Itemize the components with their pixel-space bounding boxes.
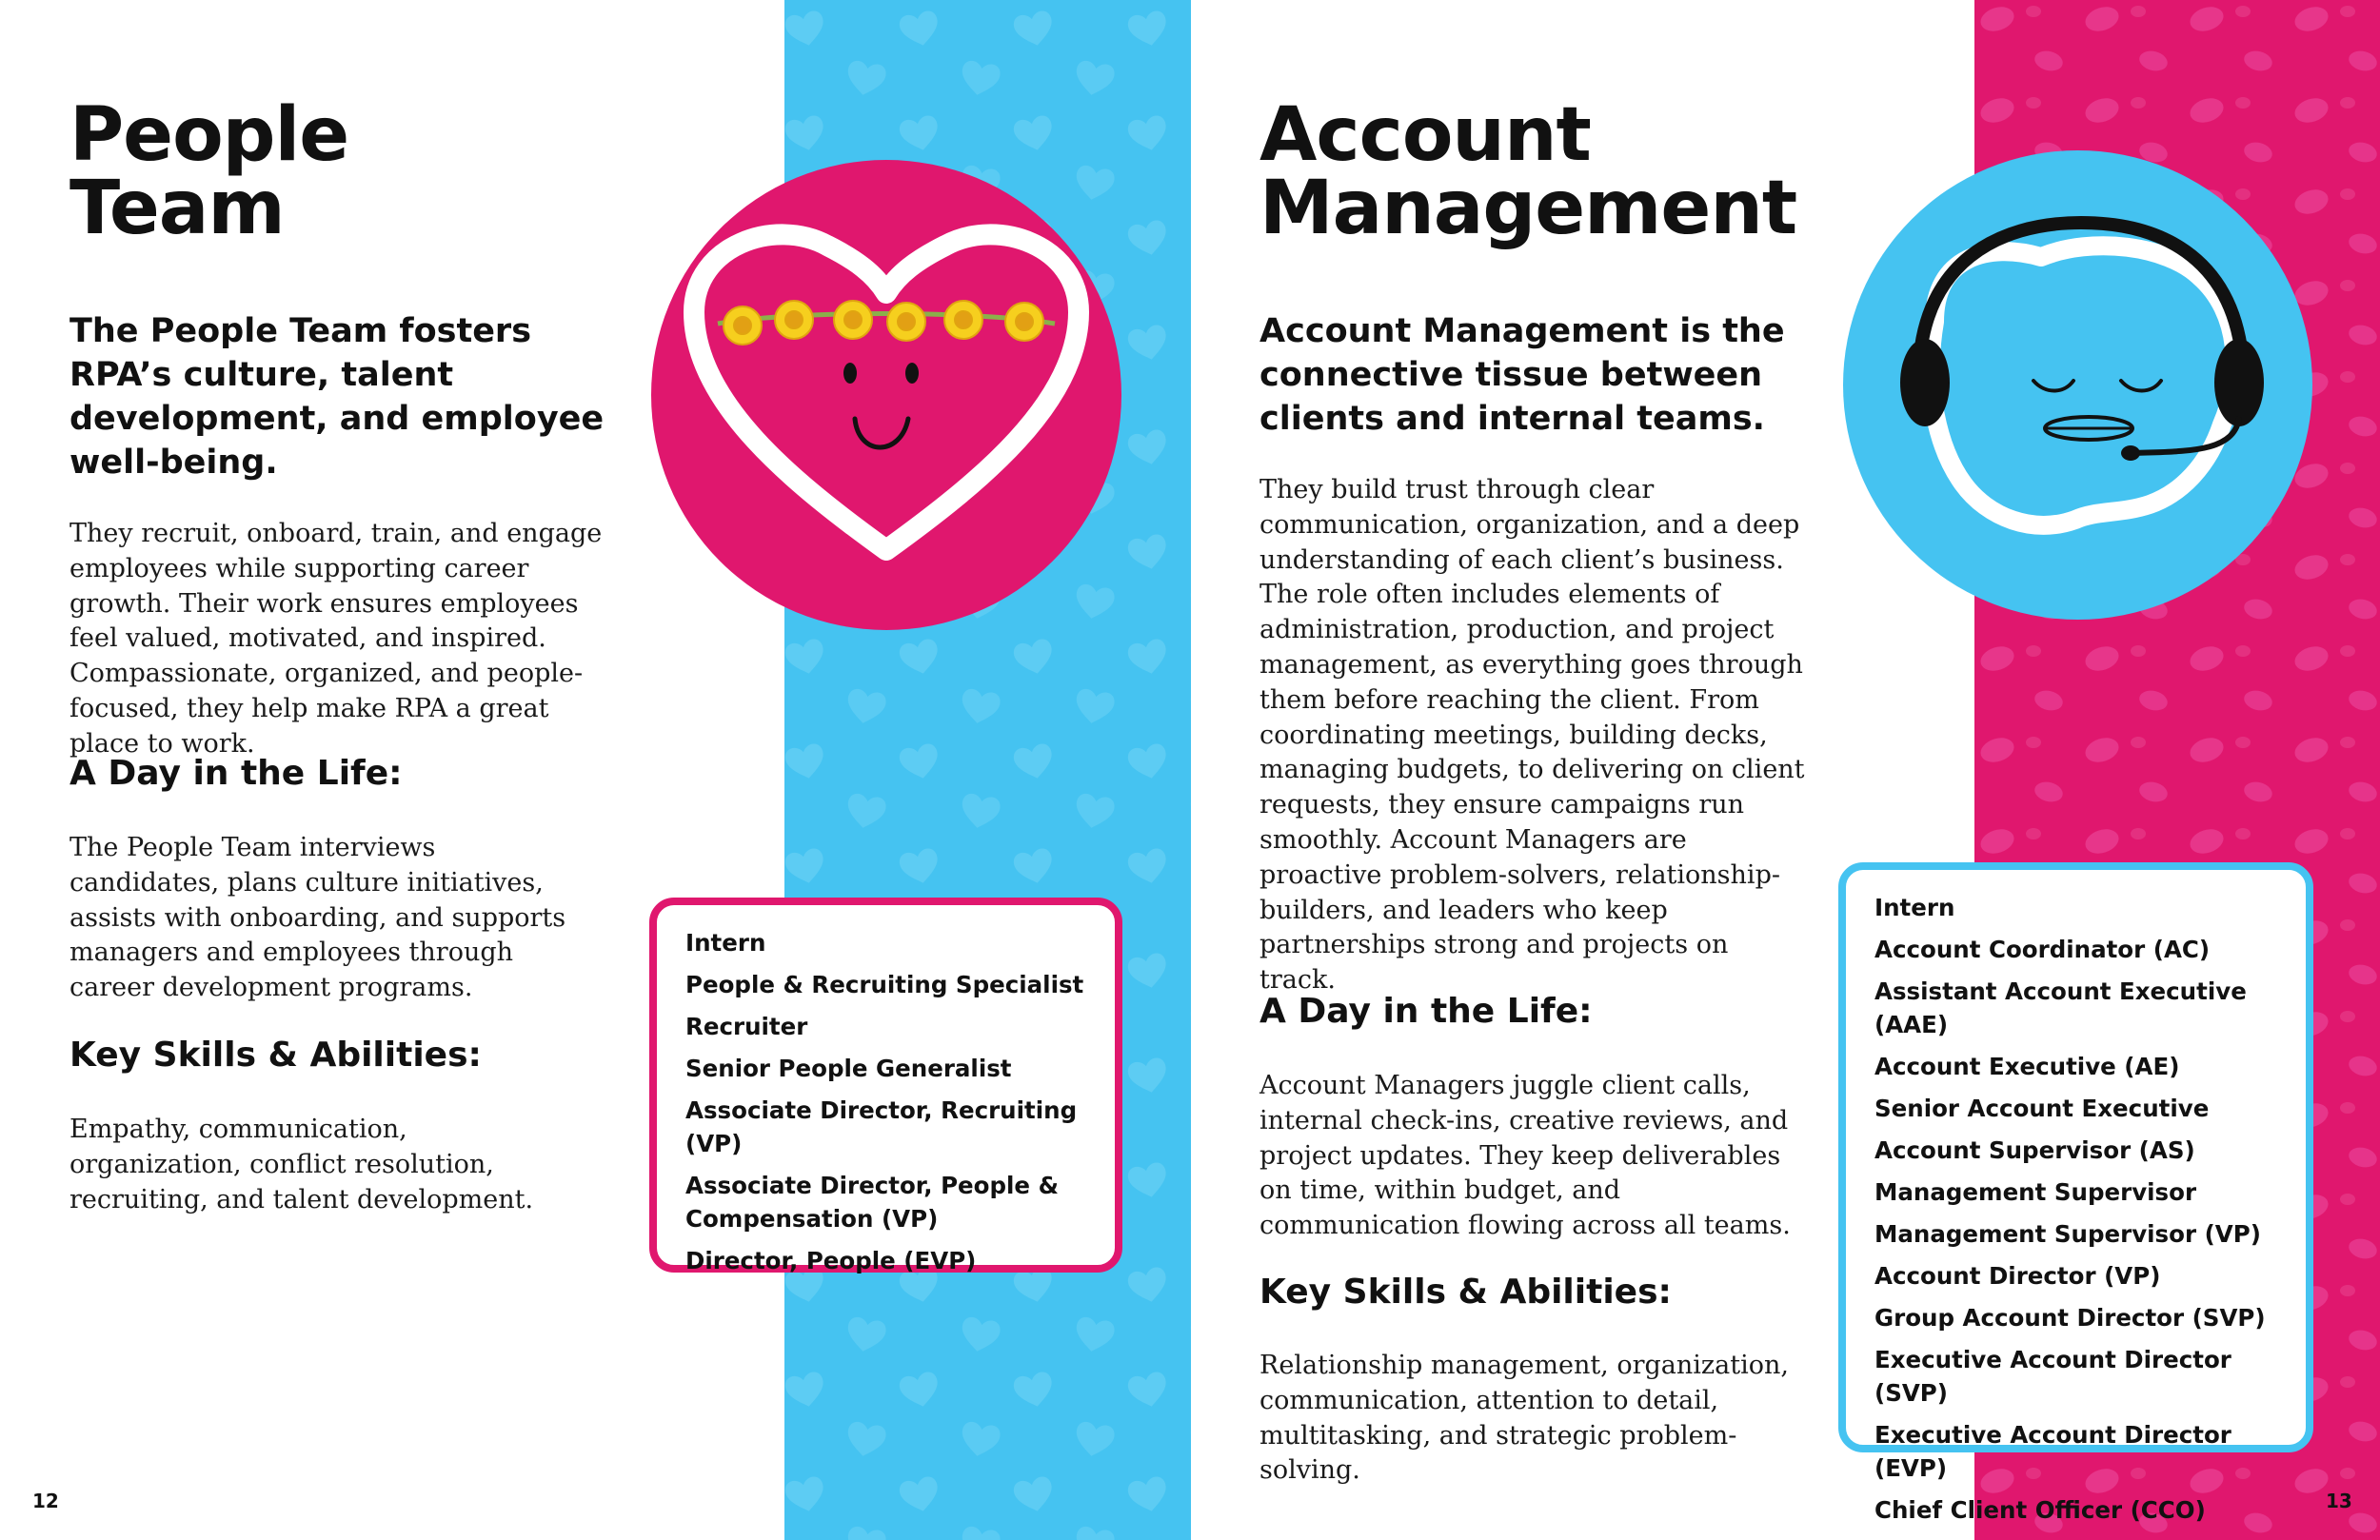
role-item: Intern [1874, 894, 1955, 921]
role-item: People & Recruiting Specialist [685, 971, 1084, 998]
intro-paragraph: They recruit, onboard, train, and engage employees while supporting career growth. Their work ensures employees feel valued, motivated, and inspired. Compassionate, organized, and people-focused, they help make RPA a great place to work. [69, 519, 603, 759]
illustration-circle [651, 160, 1121, 630]
role-item: Director, People (EVP) [685, 1247, 977, 1274]
title-line-2: Team [69, 166, 285, 251]
role-item: Management Supervisor (VP) [1874, 1220, 2261, 1248]
role-item: Chief Client Officer (CCO) [1874, 1496, 2206, 1524]
key-skills-heading: Key Skills & Abilities: [69, 1036, 482, 1075]
day-in-life-paragraph: The People Team interviews candidates, plans culture initiatives, assists with onboarding, and supports managers and employees through career development programs. [69, 833, 566, 1003]
role-item: Executive Account Director (EVP) [1874, 1421, 2231, 1482]
role-item: Account Director (VP) [1874, 1262, 2161, 1290]
career-path-list [685, 926, 1094, 1277]
lead-paragraph: The People Team fosters RPA’s culture, talent development, and employee well-being. [69, 312, 605, 482]
role-item: Assistant Account Executive (AAE) [1874, 977, 2247, 1038]
role-item: Account Executive (AE) [1874, 1053, 2180, 1080]
illustration-circle [1843, 150, 2312, 620]
role-item: Management Supervisor [1874, 1178, 2197, 1206]
key-skills-paragraph: Relationship management, organization, communication, attention to detail, multitasking, and strategic problem-solving. [1259, 1351, 1789, 1486]
day-in-life-heading: A Day in the Life: [1259, 992, 1593, 1031]
title-line-1: People [69, 92, 349, 178]
intro-paragraph: They build trust through clear communication, organization, and a deep understanding of each client’s business. The role often includes elements of administration, production, and project management, as everything goes through them before reaching the client. From coordinating meetings, building decks, managing budgets, to delivering on client requests, they ensure campaigns run smoothly. Account Managers are proactive problem-solvers, relationship-builders, and leaders who keep partnerships strong and projects on track. [1259, 475, 1805, 996]
role-item: Recruiter [685, 1013, 808, 1040]
headset-character-icon [1843, 150, 2312, 620]
career-path-list [1874, 891, 2287, 1527]
role-item: Account Coordinator (AC) [1874, 936, 2211, 963]
role-item: Senior People Generalist [685, 1055, 1012, 1082]
page-number: 13 [2326, 1490, 2352, 1512]
career-path-card [1838, 862, 2313, 1524]
day-in-life-heading: A Day in the Life: [69, 754, 403, 793]
title-line-2: Management [1259, 166, 1797, 251]
key-skills-paragraph: Empathy, communication, organization, conflict resolution, recruiting, and talent development. [69, 1115, 534, 1214]
title-line-1: Account [1259, 92, 1591, 178]
role-item: Account Supervisor (AS) [1874, 1136, 2195, 1164]
lead-paragraph: Account Management is the connective tissue between clients and internal teams. [1259, 312, 1785, 438]
page-number: 12 [32, 1490, 59, 1512]
role-item: Associate Director, Recruiting (VP) [685, 1096, 1078, 1157]
page-title [69, 92, 349, 251]
page-title [1259, 92, 1797, 251]
career-path-card [649, 898, 1122, 1273]
role-item: Senior Account Executive [1874, 1095, 2210, 1122]
role-item: Executive Account Director (SVP) [1874, 1346, 2231, 1407]
key-skills-heading: Key Skills & Abilities: [1259, 1273, 1672, 1312]
role-item: Intern [685, 929, 766, 957]
role-item: Group Account Director (SVP) [1874, 1304, 2266, 1332]
day-in-life-paragraph: Account Managers juggle client calls, internal check-ins, creative reviews, and project updates. They keep deliverables on time, within budget, and communication flowing across all teams. [1259, 1071, 1791, 1241]
role-item: Associate Director, People & Compensation (VP) [685, 1172, 1059, 1233]
heart-with-flower-crown-icon [651, 160, 1121, 630]
